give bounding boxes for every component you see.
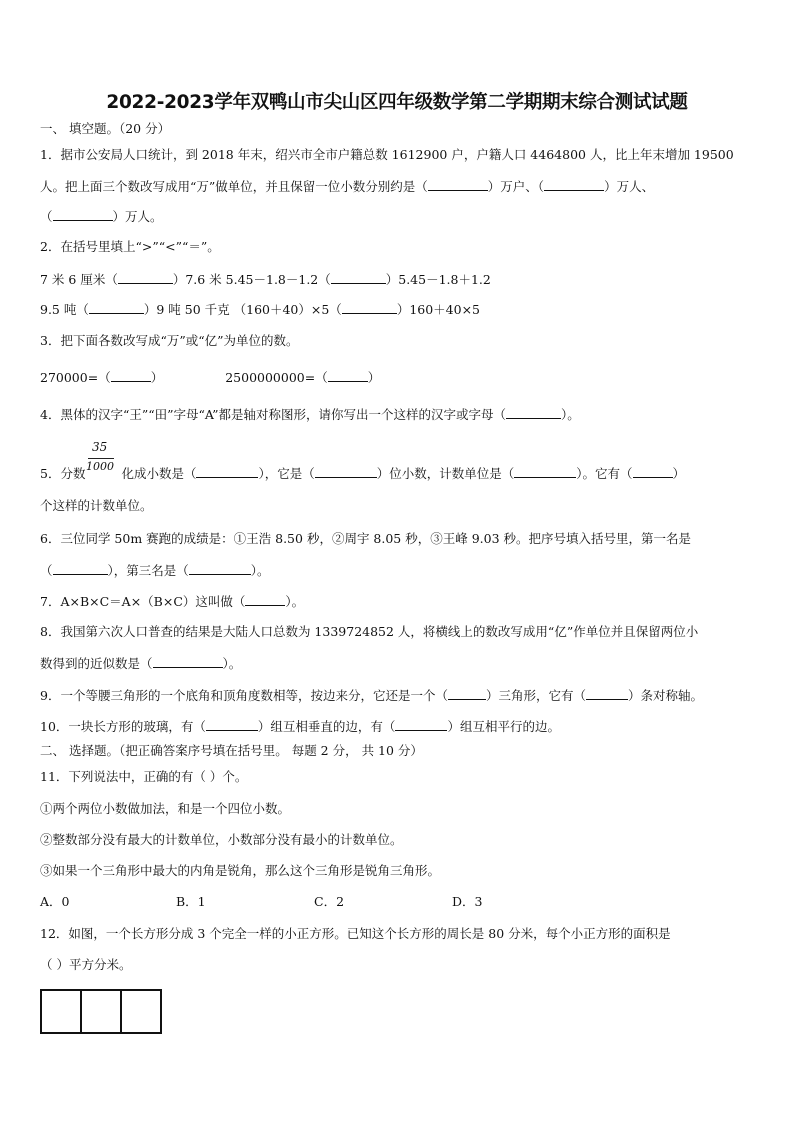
q3-text-a-end: ） [150, 370, 164, 385]
question-4 [40, 406, 580, 423]
q2-text-c: ）5.45－1.8＋1.2 [385, 272, 491, 287]
fraction-bar [88, 458, 114, 459]
q6-text-a: （ [40, 563, 53, 578]
answer-blank[interactable] [53, 562, 108, 575]
question-2-line-1: 2．在括号里填上“>”“<”“＝”。 [40, 239, 220, 254]
page-title: 2022-2023学年双鸭山市尖山区四年级数学第二学期期末综合测试试题 [106, 92, 688, 113]
question-12-line-1: 12．如图，一个长方形分成 3 个完全一样的小正方形。已知这个长方形的周长是 80 分米，每个小正方形的面积是 [40, 926, 671, 941]
q3-text-a: 270000=（ [40, 370, 111, 385]
q4-text-a: 4．黑体的汉字“王”“田”字母“A”都是轴对称图形，请你写出一个这样的汉字或字母（ [40, 407, 506, 422]
question-3-line-2 [40, 369, 380, 386]
q4-text-b: ）。 [561, 407, 580, 422]
question-1-line-2 [40, 178, 654, 195]
q8-text-b: ）。 [222, 656, 242, 671]
q9-text-b: ）三角形，它有（ [485, 688, 586, 703]
question-7 [40, 593, 304, 610]
small-square [120, 989, 162, 1034]
small-square [80, 989, 122, 1034]
option-d[interactable]: D．3 [452, 894, 483, 909]
answer-blank[interactable] [118, 271, 173, 284]
q5-text-e: ）。它有（ [576, 466, 633, 481]
q10-text-b: ）组互相垂直的边，有（ [257, 719, 396, 734]
question-3-line-1: 3．把下面各数改写成“万”或“亿”为单位的数。 [40, 333, 299, 348]
answer-blank[interactable] [342, 301, 397, 314]
answer-blank[interactable] [189, 562, 251, 575]
question-11-statement-1: ①两个两位小数做加法，和是一个四位小数。 [40, 801, 291, 816]
small-square [40, 989, 82, 1034]
question-11-stem: 11．下列说法中，正确的有（ ）个。 [40, 769, 248, 784]
fraction-denominator: 1000 [86, 460, 114, 473]
q3-text-b-end: ） [367, 370, 381, 385]
question-12-line-2: （ ）平方分米。 [40, 957, 132, 972]
question-5-line-2: 个这样的计数单位。 [40, 498, 153, 513]
question-10 [40, 718, 560, 735]
question-2-line-2 [40, 271, 491, 288]
answer-blank[interactable] [53, 208, 113, 221]
answer-blank[interactable] [428, 178, 488, 191]
answer-blank[interactable] [586, 687, 628, 700]
q5-text-a: 5．分数 [40, 466, 86, 481]
question-1-line-3 [40, 208, 163, 225]
question-6-line-1: 6．三位同学 50m 赛跑的成绩是：①王浩 8.50 秒，②周宇 8.05 秒，③王峰 9.03 秒。把序号填入括号里，第一名是 [40, 531, 691, 546]
answer-blank[interactable] [448, 687, 486, 700]
rectangle-of-three-squares-figure [40, 989, 160, 1034]
section-choice-heading: 二、 选择题。（把正确答案序号填在括号里。 每题 2 分， 共 10 分） [40, 743, 423, 758]
question-8-line-1: 8．我国第六次人口普查的结果是大陆人口总数为 1339724852 人，将横线上的数改写成用“亿”作单位并且保留两位小 [40, 624, 699, 639]
answer-blank[interactable] [153, 655, 223, 668]
answer-blank[interactable] [328, 369, 368, 382]
q5-text-d: ）位小数，计数单位是（ [376, 466, 515, 481]
q7-text-a: 7．A×B×C＝A×（B×C）这叫做（ [40, 594, 246, 609]
answer-blank[interactable] [395, 718, 447, 731]
answer-blank[interactable] [196, 465, 258, 478]
option-a[interactable]: A．0 [40, 894, 70, 909]
q10-text-c: ）组互相平行的边。 [447, 719, 560, 734]
q1-text-d: （ [40, 209, 53, 224]
q1-text-c: ）万人、 [604, 179, 655, 194]
q2-text-e: ）9 吨 50 千克 （160＋40）×5（ [143, 302, 342, 317]
q2-text-b: ）7.6 米 5.45－1.8－1.2（ [172, 272, 331, 287]
answer-blank[interactable] [331, 271, 386, 284]
option-b[interactable]: B．1 [176, 894, 206, 909]
q2-text-f: ）160＋40×5 [396, 302, 481, 317]
q10-text-a: 10．一块长方形的玻璃，有（ [40, 719, 206, 734]
answer-blank[interactable] [245, 593, 285, 606]
question-2-line-3 [40, 301, 480, 318]
question-9 [40, 687, 703, 704]
answer-blank[interactable] [544, 178, 604, 191]
question-11-statement-3: ③如果一个三角形中最大的内角是锐角，那么这个三角形是锐角三角形。 [40, 863, 441, 878]
q3-text-b: 2500000000=（ [225, 370, 328, 385]
question-11-statement-2: ②整数部分没有最大的计数单位，小数部分没有最小的计数单位。 [40, 832, 403, 847]
question-6-line-2 [40, 562, 270, 579]
q5-text-c: ），它是（ [258, 466, 315, 481]
answer-blank[interactable] [206, 718, 258, 731]
q5-text-f: ） [672, 466, 686, 481]
option-c[interactable]: C．2 [314, 894, 345, 909]
section-fill-blank-heading: 一、 填空题。（20 分） [40, 121, 171, 136]
q9-text-c: ）条对称轴。 [627, 688, 703, 703]
q6-text-b: ），第三名是（ [107, 563, 189, 578]
answer-blank[interactable] [633, 465, 673, 478]
q6-text-c: ）。 [250, 563, 270, 578]
q2-text-a: 7 米 6 厘米（ [40, 272, 118, 287]
q5-text-b: 化成小数是（ [121, 466, 197, 481]
q1-text-b: ）万户、（ [487, 179, 545, 194]
answer-blank[interactable] [514, 465, 576, 478]
answer-blank[interactable] [315, 465, 377, 478]
answer-blank[interactable] [89, 301, 144, 314]
question-5-line-1 [40, 465, 685, 482]
q7-text-b: ）。 [285, 594, 305, 609]
q1-text-e: ）万人。 [112, 209, 163, 224]
question-1-line-1: 1．据市公安局人口统计，到 2018 年末，绍兴市全市户籍总数 1612900 户，户籍人口 4464800 人，比上年末增加 19500 [40, 147, 734, 162]
q2-text-d: 9.5 吨（ [40, 302, 89, 317]
fraction-numerator: 35 [92, 440, 108, 454]
answer-blank[interactable] [506, 406, 561, 419]
q9-text-a: 9．一个等腰三角形的一个底角和顶角度数相等，按边来分，它还是一个（ [40, 688, 448, 703]
answer-blank[interactable] [111, 369, 151, 382]
question-8-line-2 [40, 655, 241, 672]
q1-text-a: 人。把上面三个数改写成用“万”做单位，并且保留一位小数分别约是（ [40, 179, 428, 194]
q8-text-a: 数得到的近似数是（ [40, 656, 153, 671]
